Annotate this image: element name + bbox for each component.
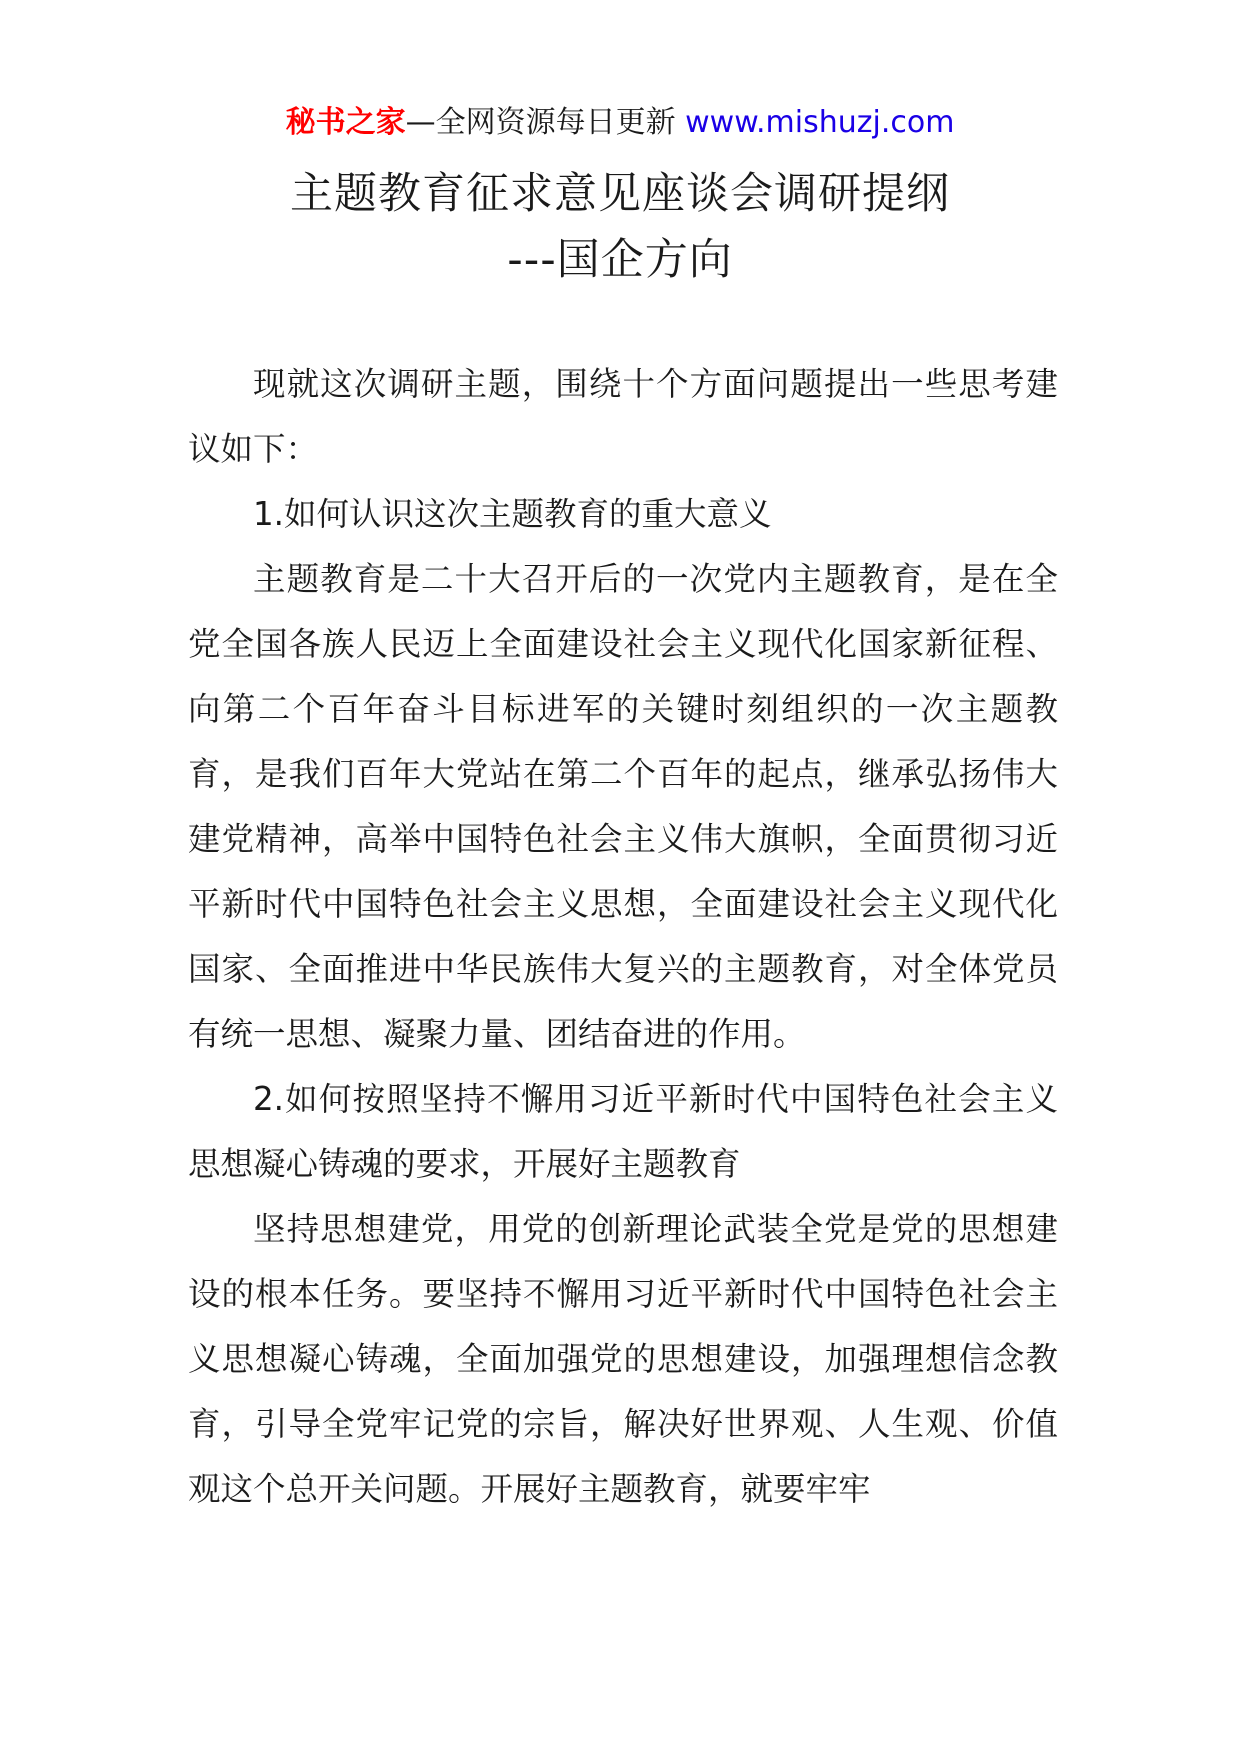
paragraph-section-1: 主题教育是二十大召开后的一次党内主题教育，是在全党全国各族人民迈上全面建设社会主义现代化国家新征程、向第二个百年奋斗目标进军的关键时刻组织的一次主题教育，是我们百年大党站在第二个百年的起点，继承弘扬伟大建党精神，高举中国特色社会主义伟大旗帜，全面贯彻习近平新时代中国特色社会主义思想，全面建设社会主义现代化国家、全面推进中华民族伟大复兴的主题教育，对全体党员有统一思想、凝聚力量、团结奋进的作用。 xyxy=(188,560,1058,1053)
site-url[interactable]: www.mishuzj.com xyxy=(685,105,955,140)
section-heading-2: 2.如何按照坚持不懈用习近平新时代中国特色社会主义思想凝心铸魂的要求，开展好主题教育 xyxy=(188,1080,1058,1183)
document-subtitle: ---国企方向 xyxy=(507,235,733,285)
site-header xyxy=(0,102,1240,144)
section-heading-1: 1.如何认识这次主题教育的重大意义 xyxy=(253,495,772,533)
document-title: 主题教育征求意见座谈会调研提纲 xyxy=(290,169,950,219)
paragraph-section-2: 坚持思想建党，用党的创新理论武装全党是党的思想建设的根本任务。要坚持不懈用习近平新时代中国特色社会主义思想凝心铸魂，全面加强党的思想建设，加强理想信念教育，引导全党牢记党的宗旨，解决好世界观、人生观、价值观这个总开关问题。开展好主题教育，就要牢牢 xyxy=(188,1210,1058,1508)
paragraph-intro: 现就这次调研主题，围绕十个方面问题提出一些思考建议如下： xyxy=(188,365,1058,468)
site-tagline: —全网资源每日更新 xyxy=(405,105,686,140)
site-name: 秘书之家 xyxy=(285,105,406,140)
document-body xyxy=(188,352,1058,1522)
